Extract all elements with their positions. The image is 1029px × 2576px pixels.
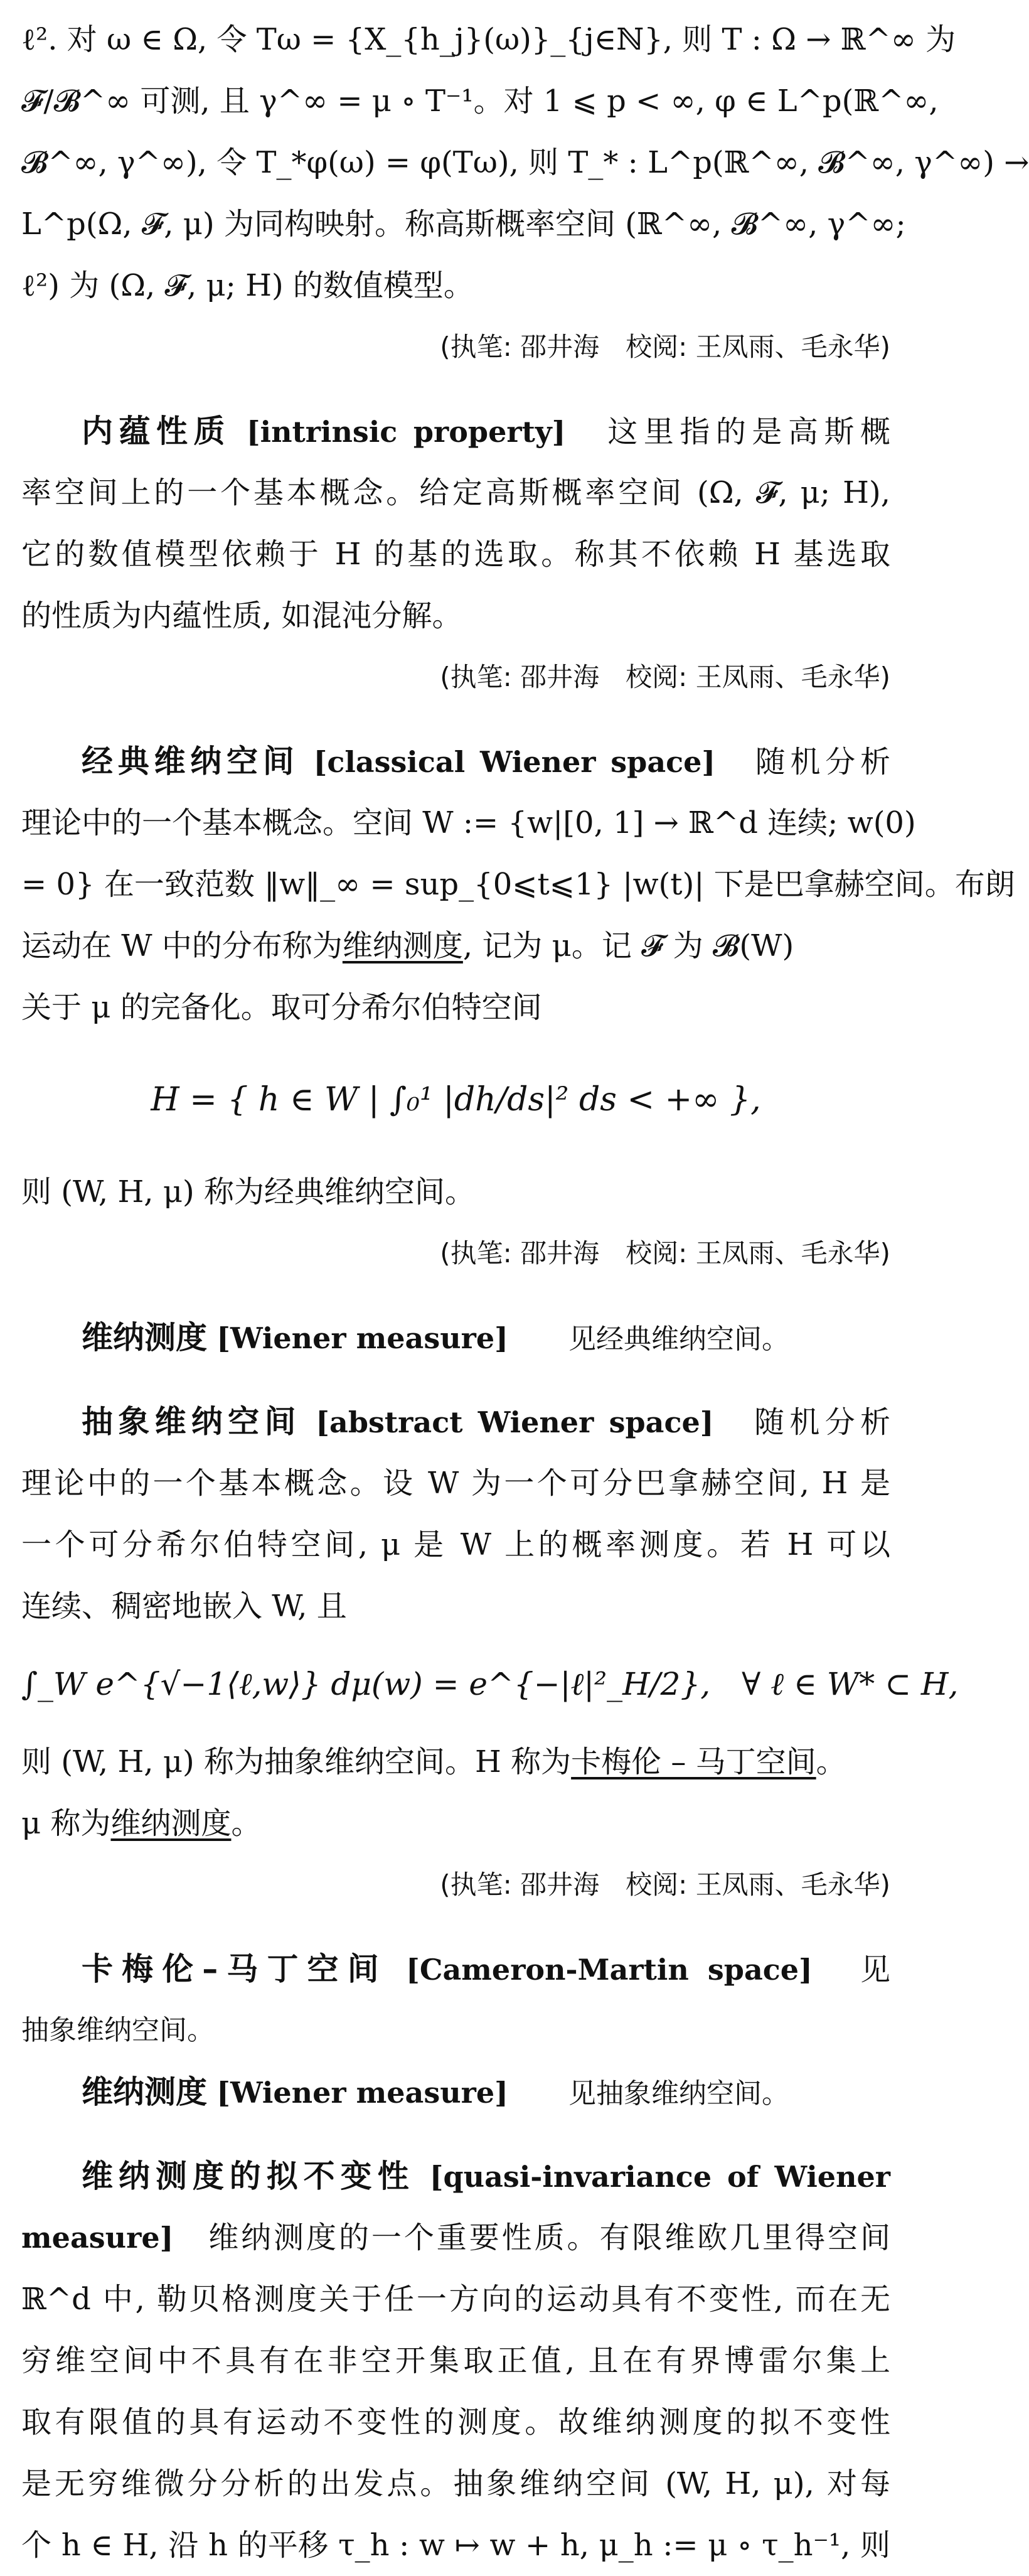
text-line: 理论中的一个基本概念。空间 W := {w|[0, 1] → ℝ^d 连续; w(0) (21, 805, 916, 840)
entry-term: 经典维纳空间 (82, 743, 299, 780)
entry-english-term: [quasi-invariance of Wiener (429, 2160, 891, 2194)
text-line (21, 2207, 890, 2268)
entry-heading-line (21, 2145, 890, 2207)
text-fragment: 。 (816, 1744, 846, 1779)
text-line: 则 (W, H, μ) 称为经典维纳空间。 (21, 1174, 476, 1210)
entry-term: 内蕴性质 (82, 413, 232, 449)
entry-quasi-invariance (21, 2145, 890, 2576)
cross-reference-link[interactable]: 维纳测度 (110, 1806, 232, 1841)
entry-heading-line (21, 1938, 890, 2000)
entry-cameron-martin-space (21, 1938, 890, 2061)
entry-classical-wiener-space (21, 731, 1015, 1284)
text-line: 𝓑^∞, γ^∞), 令 T_*φ(ω) = φ(Tω), 则 T_* : L^p(ℝ^∞, 𝓑^∞, γ^∞) → (21, 145, 1029, 180)
text-fragment: 见 (860, 1952, 890, 1987)
text-line: 个 h ∈ H, 沿 h 的平移 τ_h : w ↦ w + h, μ_h := μ ∘ τ_h⁻¹, 则 (21, 2528, 890, 2563)
entry-term: 卡梅伦–马丁空间 (82, 1951, 388, 1987)
author-signature: (执笔: 邵井海 校阅: 王凤雨、毛永华) (440, 662, 890, 692)
text-fragment: 维纳测度的一个重要性质。有限维欧几里得空间 (208, 2220, 890, 2255)
text-line: 取有限值的具有运动不变性的测度。故维纳测度的拟不变性 (21, 2405, 890, 2440)
text-line: 它的数值模型依赖于 H 的基的选取。称其不依赖 H 基选取 (21, 537, 890, 572)
text-line: 理论中的一个基本概念。设 W 为一个可分巴拿赫空间, H 是 (21, 1466, 890, 1501)
text-fragment: 运动在 W 中的分布称为 (21, 928, 343, 963)
entry-numerical-model-continuation (21, 9, 1029, 378)
entry-english-term: [Cameron-Martin space] (406, 1953, 813, 1987)
see-reference[interactable]: 抽象维纳空间。 (21, 2014, 215, 2046)
text-line: 是无穷维微分分析的出发点。抽象维纳空间 (W, H, μ), 对每 (21, 2466, 890, 2501)
entry-english-term: [Wiener measure] (216, 2076, 508, 2110)
entry-english-term: [abstract Wiener space] (316, 1405, 714, 1439)
text-fragment: 这里指的是高斯概 (607, 414, 890, 449)
display-formula: ∫_W e^{√−1⟨ℓ,w⟩} dμ(w) = e^{−|ℓ|²_H/2}, ∀ ℓ ∈ W* ⊂ H, (21, 1666, 959, 1702)
text-line (21, 915, 890, 977)
text-line (21, 1793, 890, 1854)
text-fragment: 则 (W, H, μ) 称为抽象维纳空间。H 称为 (21, 1744, 572, 1779)
text-line: ℓ². 对 ω ∈ Ω, 令 Tω = {X_{h_j}(ω)}_{j∈ℕ}, 则 T : Ω → ℝ^∞ 为 (21, 22, 956, 57)
text-line (21, 1731, 890, 1793)
text-line: 关于 μ 的完备化。取可分希尔伯特空间 (21, 990, 542, 1025)
entry-abstract-wiener-space (21, 1391, 959, 1916)
entry-wiener-measure-2 (21, 2061, 890, 2123)
entry-term: 维纳测度 (82, 1319, 207, 1356)
text-line: 的性质为内蕴性质, 如混沌分解。 (21, 598, 462, 633)
text-fragment: μ 称为 (21, 1806, 111, 1841)
cross-reference-link[interactable]: 卡梅伦 – 马丁空间 (571, 1744, 816, 1779)
author-signature: (执笔: 邵井海 校阅: 王凤雨、毛永华) (440, 1869, 890, 1900)
entry-heading-line (21, 2061, 890, 2123)
text-line: L^p(Ω, 𝓕, μ) 为同构映射。称高斯概率空间 (ℝ^∞, 𝓑^∞, γ^∞; (21, 207, 906, 242)
entry-english-term: [Wiener measure] (216, 1321, 508, 1355)
entry-heading-line (21, 1391, 890, 1452)
see-reference[interactable]: 见经典维纳空间。 (568, 1323, 789, 1355)
entry-english-term: [intrinsic property] (246, 415, 566, 449)
entry-heading-line (21, 1307, 890, 1368)
text-fragment: 随机分析 (755, 744, 890, 780)
display-formula: H = { h ∈ W | ∫₀¹ |dh/ds|² ds < +∞ }, (151, 1081, 761, 1119)
see-reference[interactable]: 见抽象维纳空间。 (568, 2078, 789, 2110)
entry-english-term: [classical Wiener space] (313, 745, 716, 779)
entry-term: 维纳测度的拟不变性 (82, 2158, 415, 2194)
author-signature: (执笔: 邵井海 校阅: 王凤雨、毛永华) (440, 1238, 890, 1269)
text-fragment: , 记为 μ。记 𝓕 为 𝓑(W) (462, 928, 794, 963)
entry-term: 维纳测度 (82, 2074, 207, 2110)
text-line: ℝ^d 中, 勒贝格测度关于任一方向的运动具有不变性, 而在无 (21, 2282, 890, 2317)
text-fragment: 。 (231, 1806, 262, 1841)
text-line: 一个可分希尔伯特空间, μ 是 W 上的概率测度。若 H 可以 (21, 1527, 890, 1562)
author-signature: (执笔: 邵井海 校阅: 王凤雨、毛永华) (440, 331, 890, 362)
text-line: 𝓕/𝓑^∞ 可测, 且 γ^∞ = μ ∘ T⁻¹。对 1 ⩽ p < ∞, φ ∈ L^p(ℝ^∞, (21, 83, 939, 119)
text-line: ℓ²) 为 (Ω, 𝓕, μ; H) 的数值模型。 (21, 268, 474, 303)
cross-reference-link[interactable]: 维纳测度 (342, 928, 463, 963)
entry-wiener-measure-1 (21, 1307, 890, 1368)
text-line: 率空间上的一个基本概念。给定高斯概率空间 (Ω, 𝓕, μ; H), (21, 475, 890, 510)
entry-term: 抽象维纳空间 (82, 1403, 301, 1440)
text-fragment: 随机分析 (754, 1405, 890, 1440)
entry-intrinsic-property (21, 400, 890, 708)
text-line: 连续、稠密地嵌入 W, 且 (21, 1589, 347, 1624)
text-line: 穷维空间中不具有在非空开集取正值, 且在有界博雷尔集上 (21, 2343, 890, 2378)
entry-english-term: measure] (21, 2221, 174, 2255)
entry-heading-line (21, 400, 890, 462)
text-line: = 0} 在一致范数 ‖w‖_∞ = sup_{0⩽t⩽1} |w(t)| 下是巴拿赫空间。布朗 (21, 867, 1015, 902)
entry-heading-line (21, 731, 890, 792)
